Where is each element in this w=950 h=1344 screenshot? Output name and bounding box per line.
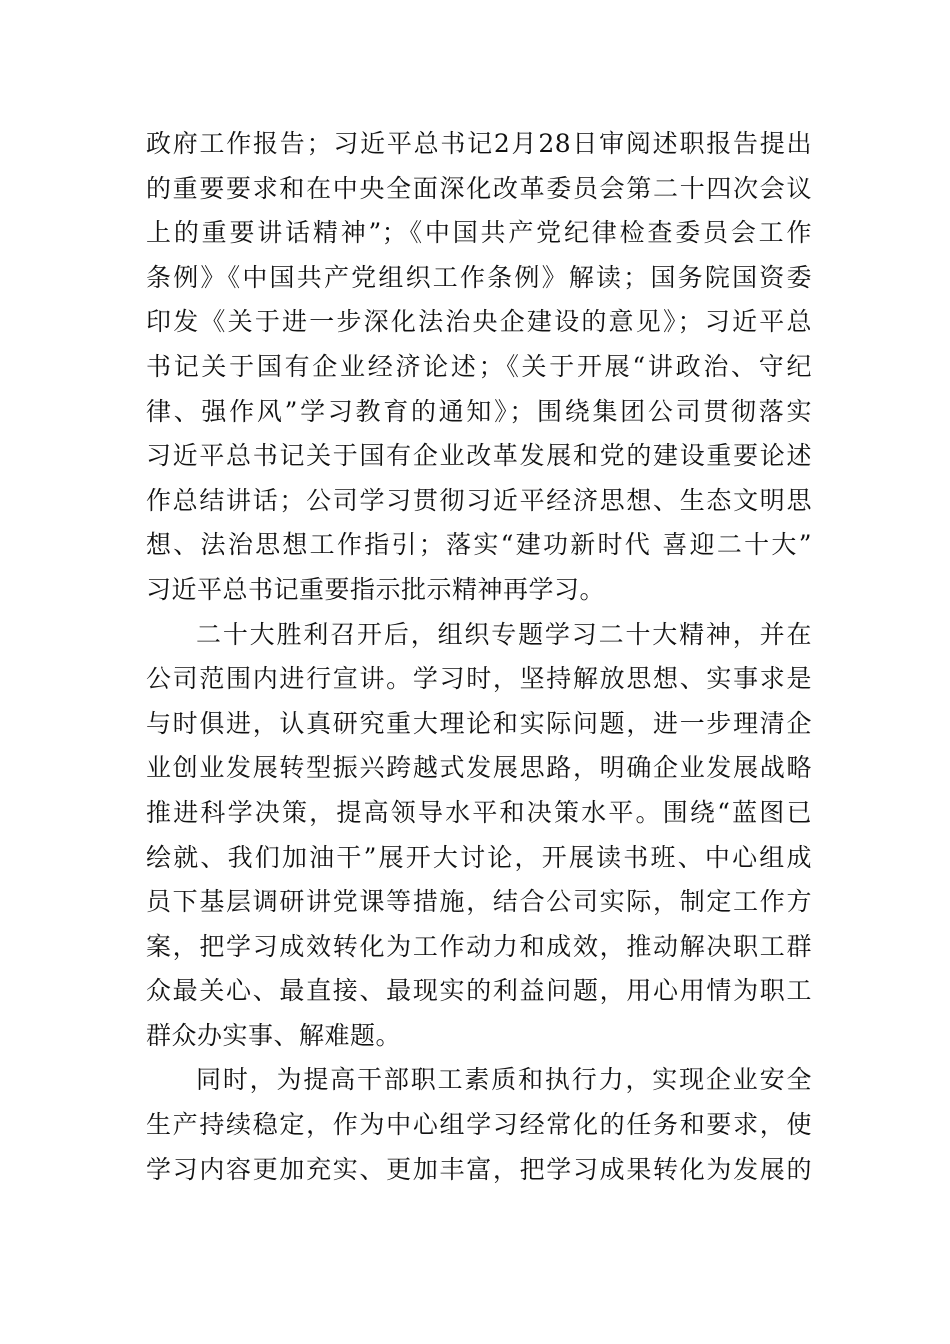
text-line: 公司范围内进行宣讲。学习时，坚持解放思想、实事求是 xyxy=(146,664,812,694)
text-line: 习近平总书记关于国有企业改革发展和党的建设重要论述 xyxy=(146,441,812,471)
text-line: 二十大胜利召开后，组织专题学习二十大精神，并在 xyxy=(196,619,812,649)
text-line: 学习内容更加充实、更加丰富，把学习成果转化为发展的 xyxy=(146,1154,812,1184)
text-line: 生产持续稳定，作为中心组学习经常化的任务和要求，使 xyxy=(146,1110,812,1140)
paragraph-2 xyxy=(146,613,812,1059)
text-line: 律、强作风”学习教育的通知》；围绕集团公司贯彻落实 xyxy=(146,396,812,426)
text-line: 绘就、我们加油干”展开大讨论，开展读书班、中心组成 xyxy=(146,842,812,872)
text-line: 同时，为提高干部职工素质和执行力，实现企业安全 xyxy=(196,1065,812,1095)
document-body xyxy=(146,122,812,1192)
text-line: 员下基层调研讲党课等措施，结合公司实际，制定工作方 xyxy=(146,887,812,917)
text-line: 书记关于国有企业经济论述；《关于开展“讲政治、守纪 xyxy=(146,351,812,381)
text-line: 案，把学习成效转化为工作动力和成效，推动解决职工群 xyxy=(146,931,812,961)
text-line: 的重要要求和在中央全面深化改革委员会第二十四次会议 xyxy=(146,173,812,203)
text-line: 与时俱进，认真研究重大理论和实际问题，进一步理清企 xyxy=(146,708,812,738)
text-line: 印发《关于进一步深化法治央企建设的意见》；习近平总 xyxy=(146,307,812,337)
text-line: 条例》《中国共产党组织工作条例》解读；国务院国资委 xyxy=(146,262,812,292)
text-line: 众最关心、最直接、最现实的利益问题，用心用情为职工 xyxy=(146,976,812,1006)
text-line: 推进科学决策，提高领导水平和决策水平。围绕“蓝图已 xyxy=(146,797,812,827)
paragraph-1 xyxy=(146,122,812,613)
text-line: 政府工作报告；习近平总书记2月28日审阅述职报告提出 xyxy=(146,129,812,158)
text-line: 业创业发展转型振兴跨越式发展思路，明确企业发展战略 xyxy=(146,753,812,783)
paragraph-3 xyxy=(146,1058,812,1192)
text-line: 习近平总书记重要指示批示精神再学习。 xyxy=(146,574,606,604)
text-line: 上的重要讲话精神”；《中国共产党纪律检查委员会工作 xyxy=(146,218,812,248)
text-line: 群众办实事、解难题。 xyxy=(146,1020,402,1050)
text-line: 想、法治思想工作指引；落实“建功新时代 喜迎二十大” xyxy=(146,530,812,560)
text-line: 作总结讲话；公司学习贯彻习近平经济思想、生态文明思 xyxy=(146,485,812,515)
